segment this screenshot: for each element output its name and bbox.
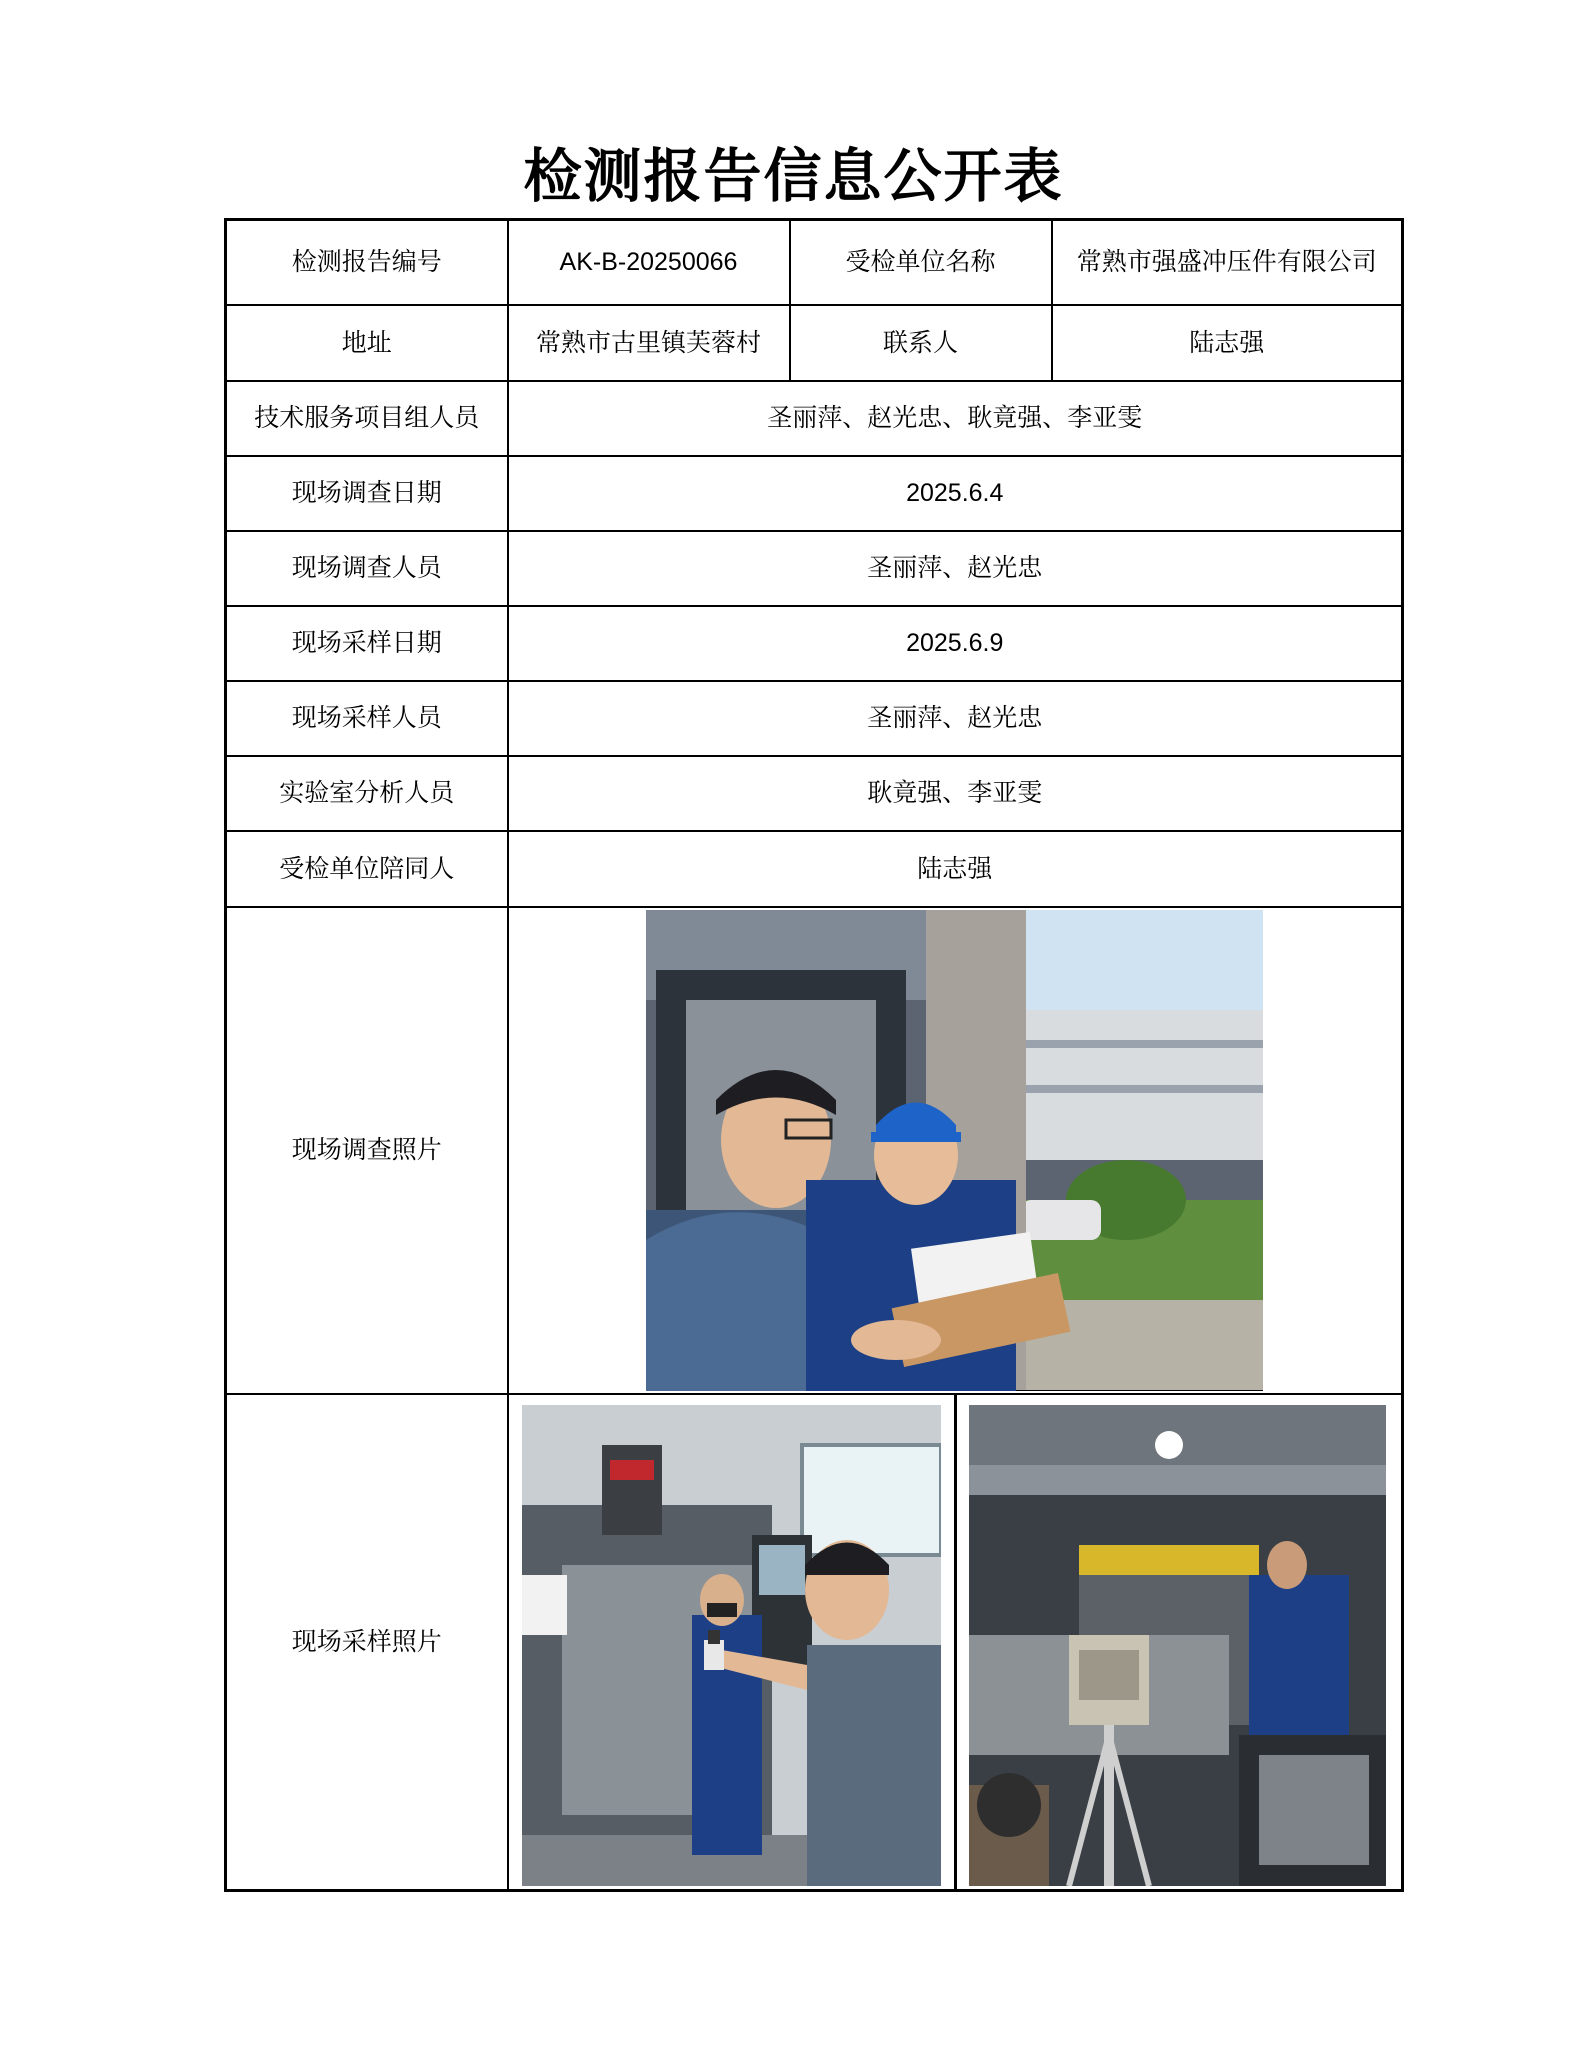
table-row — [226, 907, 1403, 1394]
table-row — [226, 1394, 1403, 1891]
team-label: 技术服务项目组人员 — [226, 381, 508, 456]
table-row — [226, 456, 1403, 531]
table-row — [226, 756, 1403, 831]
address-value: 常熟市古里镇芙蓉村 — [508, 305, 790, 381]
photo-divider — [954, 1395, 957, 1890]
report-info-table — [224, 218, 1404, 1892]
table-row — [226, 606, 1403, 681]
lab-staff-value: 耿竟强、李亚雯 — [508, 756, 1403, 831]
survey-photo-image — [646, 910, 1263, 1391]
sampling-photo-left — [522, 1405, 941, 1886]
sampling-date-value: 2025.6.9 — [508, 606, 1403, 681]
report-no-value: AK-B-20250066 — [508, 220, 790, 305]
survey-date-value: 2025.6.4 — [508, 456, 1403, 531]
sampling-staff-label: 现场采样人员 — [226, 681, 508, 756]
address-label: 地址 — [226, 305, 508, 381]
survey-photo — [646, 910, 1263, 1391]
contact-value: 陆志强 — [1052, 305, 1403, 381]
report-no-label: 检测报告编号 — [226, 220, 508, 305]
escort-value: 陆志强 — [508, 831, 1403, 907]
sampling-photo-right — [969, 1405, 1386, 1886]
survey-photo-label: 现场调查照片 — [226, 907, 508, 1394]
sampling-date-label: 现场采样日期 — [226, 606, 508, 681]
sampling-photo-cell — [508, 1394, 1403, 1891]
table-row — [226, 220, 1403, 305]
escort-label: 受检单位陪同人 — [226, 831, 508, 907]
sampling-photo-right-image — [969, 1405, 1386, 1886]
table-row — [226, 381, 1403, 456]
table-row — [226, 531, 1403, 606]
sampling-photo-left-image — [522, 1405, 941, 1886]
contact-label: 联系人 — [790, 305, 1052, 381]
sampling-staff-value: 圣丽萍、赵光忠 — [508, 681, 1403, 756]
survey-photo-cell — [508, 907, 1403, 1394]
team-value: 圣丽萍、赵光忠、耿竟强、李亚雯 — [508, 381, 1403, 456]
lab-staff-label: 实验室分析人员 — [226, 756, 508, 831]
table-row — [226, 305, 1403, 381]
table-row — [226, 681, 1403, 756]
survey-staff-value: 圣丽萍、赵光忠 — [508, 531, 1403, 606]
sampling-photo-label: 现场采样照片 — [226, 1394, 508, 1891]
page-title: 检测报告信息公开表 — [523, 142, 1064, 210]
survey-staff-label: 现场调查人员 — [226, 531, 508, 606]
table-row — [226, 831, 1403, 907]
unit-name-label: 受检单位名称 — [790, 220, 1052, 305]
unit-name-value: 常熟市强盛冲压件有限公司 — [1052, 220, 1403, 305]
survey-date-label: 现场调查日期 — [226, 456, 508, 531]
